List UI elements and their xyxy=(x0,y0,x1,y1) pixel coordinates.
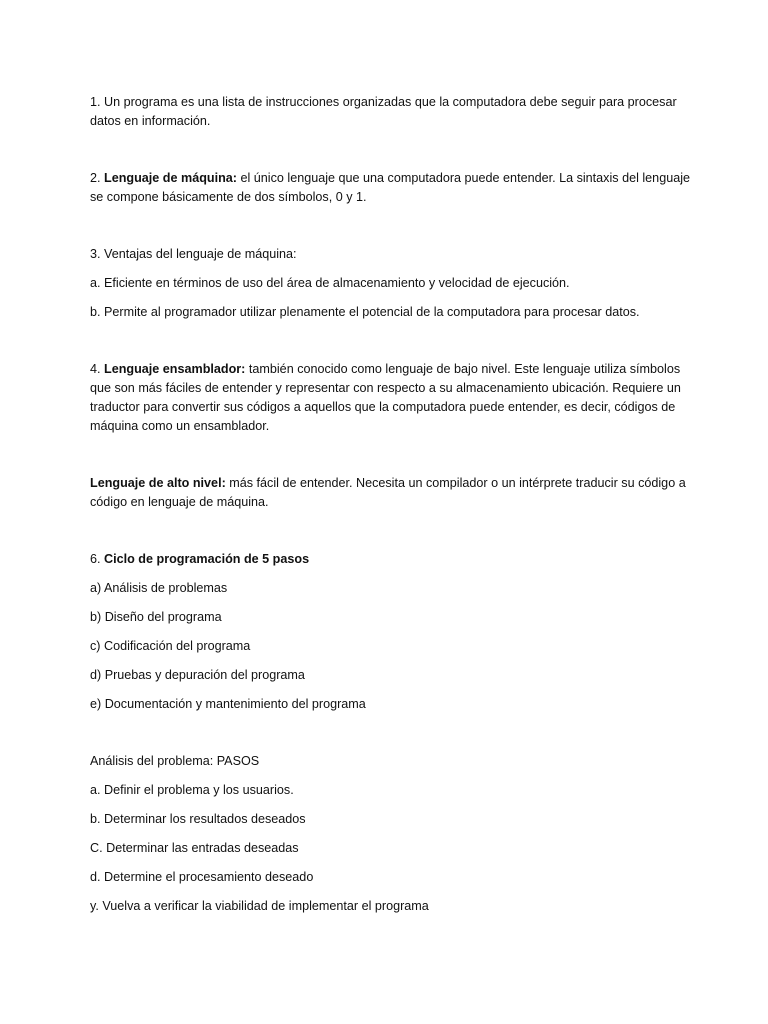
term-lenguaje-alto-nivel: Lenguaje de alto nivel: xyxy=(90,476,226,490)
list-item: e) Documentación y mantenimiento del programa xyxy=(90,697,366,711)
definition-text: el único lenguaje que una computadora puede entender. La sintaxis del lenguaje se compone básicamente de dos símbolos, 0 y 1. xyxy=(90,171,691,204)
list-item: C. Determinar las entradas deseadas xyxy=(90,841,299,855)
list-item: y. Vuelva a verificar la viabilidad de implementar el programa xyxy=(90,899,429,913)
heading-ciclo-programacion xyxy=(90,550,690,569)
definition-text: más fácil de entender. Necesita un compilador o un intérprete traducir su código a código en lenguaje de máquina. xyxy=(90,476,686,509)
list-item: a) Análisis de problemas xyxy=(90,581,228,595)
paragraph-number: 2. xyxy=(90,171,105,185)
document-content xyxy=(90,93,690,916)
term-ciclo-programacion: Ciclo de programación de 5 pasos xyxy=(104,552,310,566)
definition-text: también conocido como lenguaje de bajo nivel. Este lenguaje utiliza símbolos que son más fáciles de entender y representar con respecto a su almacenamiento ubicación. Requiere un traductor para convertir sus códigos a aquellos que la computadora puede entender, es decir, códigos de máquina como un ensamblador. xyxy=(90,362,681,433)
list-item: b. Determinar los resultados deseados xyxy=(90,812,306,826)
heading-ventajas: 3. Ventajas del lenguaje de máquina: xyxy=(90,247,297,261)
list-item: a. Eficiente en términos de uso del área de almacenamiento y velocidad de ejecución. xyxy=(90,276,570,290)
heading-analisis-problema: Análisis del problema: PASOS xyxy=(90,754,260,768)
list-item: c) Codificación del programa xyxy=(90,639,251,653)
term-lenguaje-ensamblador: Lenguaje ensamblador: xyxy=(104,362,246,376)
list-item: d. Determine el procesamiento deseado xyxy=(90,870,314,884)
list-item: d) Pruebas y depuración del programa xyxy=(90,668,305,682)
list-item: b) Diseño del programa xyxy=(90,610,222,624)
list-item: b. Permite al programador utilizar plenamente el potencial de la computadora para procesar datos. xyxy=(90,305,640,319)
paragraph-lenguaje-maquina xyxy=(90,169,690,207)
paragraph-number: 6. xyxy=(90,552,105,566)
paragraph-number: 4. xyxy=(90,362,105,376)
term-lenguaje-maquina: Lenguaje de máquina: xyxy=(104,171,237,185)
paragraph-programa: 1. Un programa es una lista de instrucciones organizadas que la computadora debe seguir para procesar datos en información. xyxy=(90,95,677,128)
list-item: a. Definir el problema y los usuarios. xyxy=(90,783,294,797)
paragraph-lenguaje-ensamblador xyxy=(90,360,690,436)
paragraph-lenguaje-alto-nivel xyxy=(90,474,690,512)
